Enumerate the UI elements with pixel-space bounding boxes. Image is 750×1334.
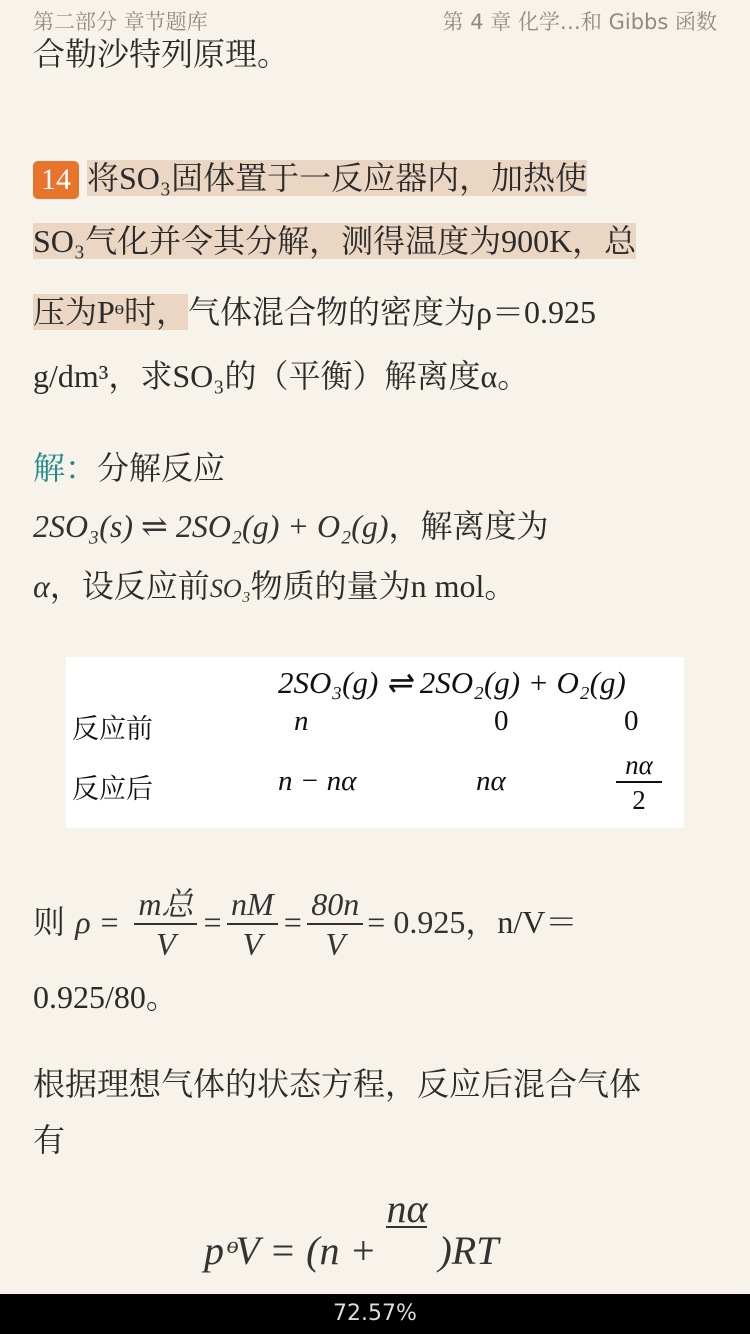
row-before-c3: 0 — [624, 705, 639, 737]
chapter-title: 第 4 章 化学…和 Gibbs 函数 — [442, 10, 717, 34]
problem-line-4: g/dm³，求SO₃的（平衡）解离度α。 — [33, 358, 530, 394]
intro-line: 合勒沙特列原理。 — [33, 35, 290, 73]
solution-line-3 — [33, 566, 516, 609]
solution-text-3d: 物质的量为n mol。 — [250, 568, 517, 604]
reaction-line — [33, 506, 549, 546]
row-after-c1: n − nα — [278, 765, 357, 797]
density-tail: ，n/V＝ — [465, 904, 578, 940]
section-title: 第二部分 章节题库 — [33, 10, 208, 34]
ideal-gas-line-2: 有 — [33, 1121, 66, 1159]
row-after-label: 反应后 — [72, 774, 153, 804]
row-before-c2: 0 — [494, 705, 509, 737]
ideal-gas-eq-left: pᶱV = (n + — [204, 1228, 377, 1273]
reader-header — [33, 6, 717, 36]
density-line: 则 ρ = $\frac{\text{m总}}{V}$ = $\frac{nM}{V}$ = $\frac{80n}{V}$ = 0.925，n/V＝ — [33, 886, 578, 962]
ideal-gas-line-1: 根据理想气体的状态方程，反应后混合气体 — [33, 1065, 642, 1103]
row-before-label: 反应前 — [72, 714, 153, 744]
solution-title: 分解反应 — [97, 449, 226, 487]
ideal-gas-equation — [204, 1186, 499, 1276]
alpha-symbol: α — [33, 568, 50, 604]
table-equation: 2SO₃(g) ⇌ 2SO₂(g) + O₂(g) — [278, 665, 626, 700]
problem-number-badge: 14 — [33, 161, 79, 199]
fraction-1-num: m总 — [134, 885, 197, 925]
row-after-c3-den: 2 — [632, 785, 646, 815]
ideal-gas-eq-frac-num: nα — [386, 1186, 428, 1231]
ideal-gas-eq-right: )RT — [438, 1228, 499, 1273]
row-after-c3-num: nα — [616, 749, 662, 783]
fraction-2-num: nM — [227, 885, 278, 925]
fraction-3-den: V — [325, 926, 346, 962]
problem-text-2: SO₃气化并令其分解，测得温度为900K，总 — [33, 223, 637, 259]
row-before-c1: n — [294, 705, 309, 737]
reaction-tail: ，解离度为 — [388, 507, 549, 545]
row-after-c3-frac — [616, 749, 662, 817]
problem-line-3 — [33, 292, 596, 332]
fraction-3-num: 80n — [307, 885, 363, 925]
solution-label: 解： — [33, 449, 98, 487]
so3-symbol: SO₃ — [209, 574, 251, 603]
problem-line-2 — [33, 221, 636, 261]
reaction-equation: 2SO₃(s) ⇌ 2SO₂(g) + O₂(g) — [33, 508, 389, 544]
problem-line-1 — [33, 158, 587, 199]
fraction-2-den: V — [242, 926, 263, 962]
solution-heading — [33, 448, 225, 488]
reaction-table — [66, 657, 684, 828]
density-result: = 0.925 — [367, 904, 466, 940]
fraction-2 — [227, 885, 278, 963]
fraction-1 — [134, 885, 197, 963]
reading-progress: 72.57% — [333, 1301, 417, 1326]
fraction-3 — [307, 885, 363, 963]
fraction-1-den: V — [156, 926, 176, 962]
problem-text-3-highlight: 压为Pᶱ时， — [33, 294, 189, 330]
density-prefix: 则 — [33, 903, 66, 941]
reading-progress-bar — [0, 1294, 750, 1334]
rho-symbol: ρ = — [75, 904, 121, 940]
row-after-c2: nα — [476, 765, 506, 797]
solution-text-3b: ，设反应前 — [49, 567, 210, 605]
density-line-2: 0.925/80。 — [33, 979, 178, 1015]
problem-text-3: 气体混合物的密度为ρ＝0.925 — [188, 294, 597, 330]
ideal-gas-eq-frac — [386, 1186, 438, 1276]
problem-text-1: 将SO₃固体置于一反应器内，加热使 — [87, 160, 588, 196]
